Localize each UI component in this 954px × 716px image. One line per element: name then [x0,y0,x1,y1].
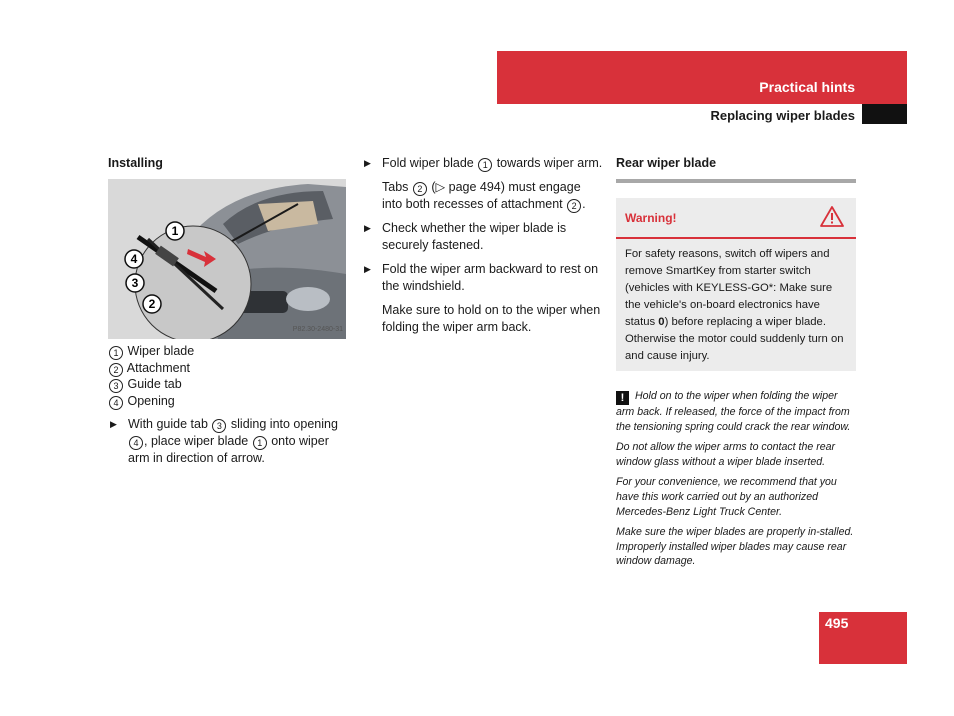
image-code: P82.30-2480-31 [292,326,343,333]
callout-4: 4 [130,252,138,266]
column-steps [362,155,604,336]
callout-1: 1 [171,224,179,238]
column-rear-wiper [616,155,856,575]
note-no-contact: Do not allow the wiper arms to contact the rear window glass without a wiper blade inserted. [616,441,836,468]
installing-heading: Installing [108,156,163,170]
legend [108,343,348,409]
bullet-arrow-icon: ▶ [364,264,371,274]
legend-item: 2 Attachment [108,360,348,377]
legend-item: 4 Opening [108,393,348,410]
tabs-paragraph: Tabs 2 (▷ page 494) must engage into both recesses of attachment 2 . [382,180,586,211]
warning-text: For safety reasons, switch off wipers and remove SmartKey from starter switch (vehicles with KEYLESS-GO*: Make sure the vehicle's on-board electronics have status 0) before replacing a wiper blade. Otherwise the motor could suddenly turn on and cause injury. [625,248,844,362]
step-fold-blade: ▶ Fold wiper blade 1 towards wiper arm. [364,156,603,170]
note-service-center: For your convenience, we recommend that you have this work carried out by an authorized Mercedes-Benz Light Truck Center. [616,476,837,518]
warning-header [616,198,856,239]
warning-triangle-icon [820,206,844,227]
section-title: Practical hints [759,79,855,95]
step-slide-guide-tab: ▶ With guide tab 3 sliding into opening 4 , place wiper blade 1 onto wiper arm in direction of arrow. [110,417,338,465]
callout-2: 2 [148,297,156,311]
wiper-installation-photo [108,179,346,339]
warning-title: Warning! [625,211,677,225]
section-tab [862,104,907,124]
step-check-fastened: ▶ Check whether the wiper blade is securely fastened. [364,221,567,252]
legend-item: 3 Guide tab [108,376,348,393]
hold-wiper-note: Make sure to hold on to the wiper when folding the wiper arm back. [382,303,601,334]
subsection-title: Replacing wiper blades [710,108,855,123]
step-fold-arm: ▶ Fold the wiper arm backward to rest on the windshield. [364,262,599,293]
wiper-illustration [108,179,346,339]
legend-item: 1 Wiper blade [108,343,348,360]
warning-box [616,198,856,371]
note-proper-install: Make sure the wiper blades are properly in-stalled. Improperly installed wiper blades may cause rear window damage. [616,526,854,568]
page-number: 495 [825,615,849,631]
column-installing [108,155,348,467]
heading-rule [616,179,856,183]
bullet-arrow-icon: ▶ [364,158,371,168]
header-bar [497,51,907,104]
bullet-arrow-icon: ▶ [110,419,117,429]
callout-3: 3 [131,276,139,290]
note-hold-wiper: ! Hold on to the wiper when folding the wiper arm back. If released, the force of the impact from the tensioning spring could crack the rear window. [616,390,851,433]
bullet-arrow-icon: ▶ [364,223,371,233]
caution-icon: ! [616,391,629,405]
rear-wiper-heading: Rear wiper blade [616,156,717,170]
notes [616,389,856,569]
